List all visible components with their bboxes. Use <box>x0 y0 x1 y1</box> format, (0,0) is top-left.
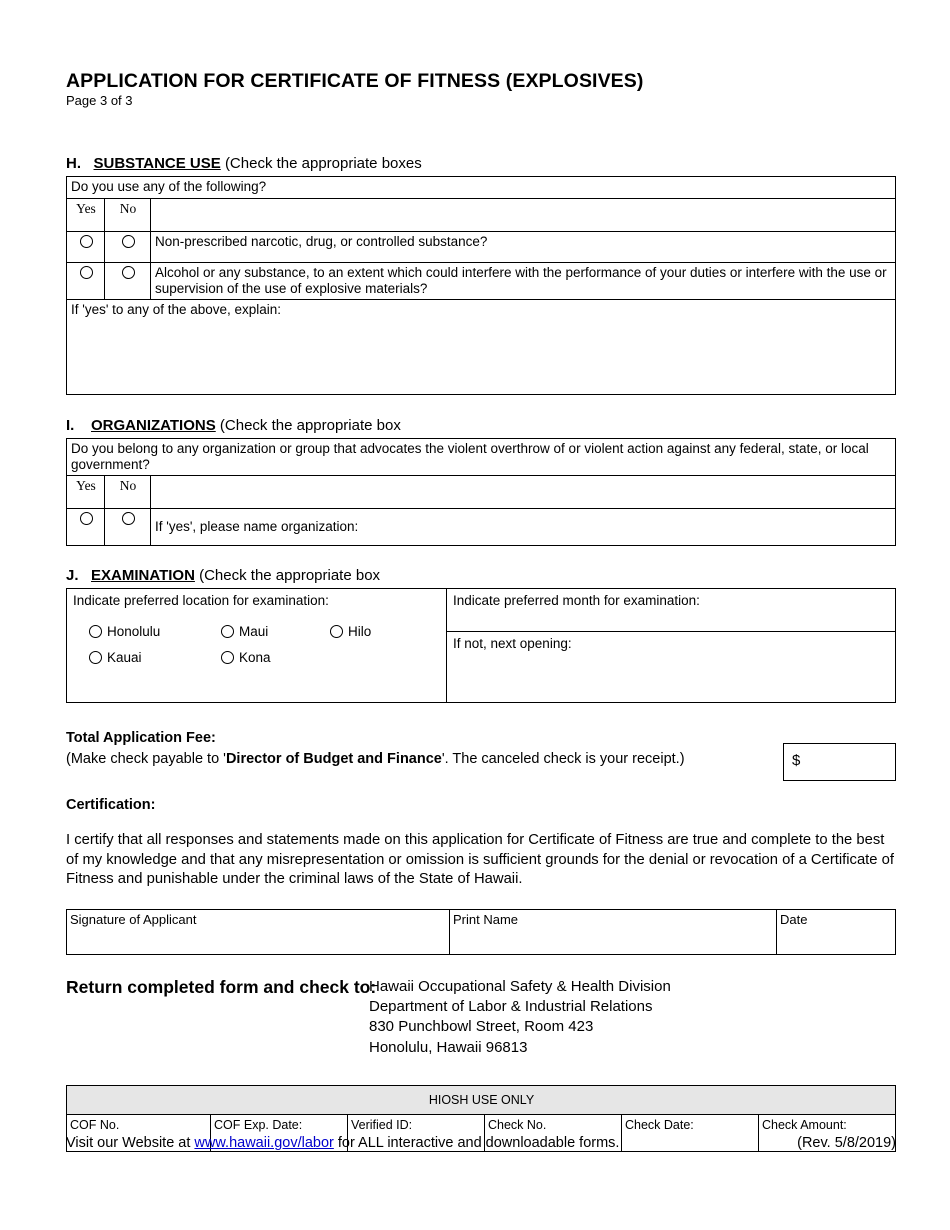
certification-title: Certification: <box>66 796 156 813</box>
section-j-name: EXAMINATION <box>91 566 195 584</box>
section-i-letter: I. <box>66 416 75 434</box>
hiosh-cof-no-field[interactable]: COF No. <box>67 1114 211 1151</box>
radio-button[interactable] <box>89 625 102 638</box>
location-empty-cell <box>324 646 438 666</box>
no-column-header: No <box>105 199 151 232</box>
radio-button[interactable] <box>122 512 135 525</box>
table-row <box>67 588 896 631</box>
substance-q2-no-cell[interactable] <box>105 263 151 300</box>
section-h-heading <box>66 155 896 173</box>
footer-text <box>66 1135 619 1151</box>
location-label-kauai: Kauai <box>107 649 142 665</box>
yes-column-header: Yes <box>67 199 105 232</box>
radio-button[interactable] <box>80 266 93 279</box>
table-row <box>67 438 896 475</box>
table-row <box>67 475 896 508</box>
return-address <box>369 977 671 1058</box>
certification-body: I certify that all responses and statements made on this application for Certificate of Fitness are true and complete to the best of my knowledge and that any misrepresentation or omission is sufficient grounds for the denial or revocation of a Certificate of Fitness and punishable under the criminal laws of the State of Hawaii. <box>66 831 894 888</box>
location-label-honolulu: Honolulu <box>107 623 161 639</box>
examination-location-options <box>73 618 440 668</box>
substance-use-question-header: Do you use any of the following? <box>67 177 896 199</box>
no-column-header: No <box>105 475 151 508</box>
radio-button[interactable] <box>80 512 93 525</box>
address-line-4: Honolulu, Hawaii 96813 <box>369 1038 528 1056</box>
signature-table <box>66 909 896 955</box>
organizations-yes-cell[interactable] <box>67 508 105 545</box>
section-h-paren: (Check the appropriate boxes <box>224 155 422 173</box>
organizations-question: Do you belong to any organization or group that advocates the violent overthrow of or violent action against any federal, state, or local government? <box>67 438 896 475</box>
table-row <box>67 508 896 545</box>
examination-location-label: Indicate preferred location for examination: <box>73 592 329 608</box>
table-row <box>67 177 896 199</box>
radio-button[interactable] <box>122 235 135 248</box>
substance-use-table <box>66 176 896 395</box>
fee-note-prefix: (Make check payable to ' <box>66 750 226 767</box>
section-j-paren: (Check the appropriate box <box>199 566 381 584</box>
examination-next-opening-field[interactable]: If not, next opening: <box>447 631 896 702</box>
signature-field[interactable]: Signature of Applicant <box>67 909 450 954</box>
hiosh-verified-id-field[interactable]: Verified ID: <box>348 1114 485 1151</box>
section-j-heading <box>66 567 896 585</box>
address-line-2: Department of Labor & Industrial Relations <box>369 998 653 1016</box>
radio-button[interactable] <box>89 651 102 664</box>
section-h-letter: H. <box>66 155 81 173</box>
empty-header-cell <box>151 475 896 508</box>
section-i-paren: (Check the appropriate box <box>219 416 401 434</box>
section-j <box>66 567 896 703</box>
substance-q1-yes-cell[interactable] <box>67 232 105 263</box>
section-i-heading <box>66 417 896 435</box>
location-label-maui: Maui <box>239 623 269 639</box>
date-field[interactable]: Date <box>777 909 896 954</box>
radio-button[interactable] <box>122 266 135 279</box>
table-row <box>67 299 896 394</box>
website-link[interactable]: www.hawaii.gov/labor <box>194 1135 334 1151</box>
fee-title: Total Application Fee: <box>66 729 216 746</box>
hiosh-cof-exp-date-field[interactable]: COF Exp. Date: <box>211 1114 348 1151</box>
return-label: Return completed form and check to: <box>66 976 377 997</box>
address-line-3: 830 Punchbowl Street, Room 423 <box>369 1018 594 1036</box>
footer-text-before: Visit our Website at <box>66 1135 195 1151</box>
location-option-maui[interactable] <box>215 620 322 644</box>
section-i <box>66 417 896 546</box>
table-row <box>67 199 896 232</box>
location-option-hilo[interactable] <box>324 620 438 644</box>
organization-name-field[interactable]: If 'yes', please name organization: <box>151 508 896 545</box>
organizations-table <box>66 438 896 546</box>
radio-button[interactable] <box>221 625 234 638</box>
hiosh-check-no-field[interactable]: Check No. <box>485 1114 622 1151</box>
table-row <box>67 232 896 263</box>
organizations-no-cell[interactable] <box>105 508 151 545</box>
page-footer <box>66 1135 896 1151</box>
fee-note <box>66 750 896 769</box>
radio-button[interactable] <box>221 651 234 664</box>
form-content <box>66 70 896 1152</box>
page-number-label: Page 3 of 3 <box>66 93 133 109</box>
fee-note-suffix: '. The canceled check is your receipt.) <box>441 750 685 767</box>
table-row <box>67 1085 896 1114</box>
hiosh-check-date-field[interactable]: Check Date: <box>622 1114 759 1151</box>
section-h-name: SUBSTANCE USE <box>93 155 221 173</box>
substance-explain-field[interactable]: If 'yes' to any of the above, explain: <box>67 299 896 394</box>
table-row <box>75 646 438 666</box>
location-label-kona: Kona <box>239 649 271 665</box>
address-line-1: Hawaii Occupational Safety & Health Division <box>369 977 671 995</box>
table-row <box>67 263 896 300</box>
examination-table <box>66 588 896 703</box>
radio-button[interactable] <box>330 625 343 638</box>
footer-text-after: for ALL interactive and downloadable forms. <box>333 1135 620 1151</box>
table-row <box>67 909 896 954</box>
page-title: APPLICATION FOR CERTIFICATE OF FITNESS (EXPLOSIVES) <box>66 70 644 92</box>
fee-payee-name: Director of Budget and Finance <box>225 750 442 767</box>
section-i-name: ORGANIZATIONS <box>91 416 216 434</box>
radio-button[interactable] <box>80 235 93 248</box>
table-row <box>75 620 438 644</box>
return-section <box>66 977 896 1063</box>
hiosh-check-amount-field[interactable]: Check Amount: <box>759 1114 896 1151</box>
location-option-kauai[interactable] <box>75 646 213 666</box>
revision-label: (Rev. 5/8/2019) <box>797 1135 896 1151</box>
location-option-kona[interactable] <box>215 646 322 666</box>
substance-q2-yes-cell[interactable] <box>67 263 105 300</box>
fee-section <box>66 729 896 781</box>
location-label-hilo: Hilo <box>348 623 372 639</box>
substance-q2-label: Alcohol or any substance, to an extent which could interfere with the performance of your duties or interfere with the use or supervision of the use of explosive materials? <box>151 263 896 300</box>
section-j-letter: J. <box>66 566 79 584</box>
hiosh-header: HIOSH USE ONLY <box>67 1085 896 1114</box>
fee-amount-input[interactable]: $ <box>783 743 896 781</box>
substance-q1-label: Non-prescribed narcotic, drug, or controlled substance? <box>151 232 896 263</box>
print-name-field[interactable]: Print Name <box>450 909 777 954</box>
yes-column-header: Yes <box>67 475 105 508</box>
section-h <box>66 155 896 395</box>
examination-month-field[interactable]: Indicate preferred month for examination: <box>447 588 896 631</box>
examination-location-cell <box>67 588 447 702</box>
empty-header-cell <box>151 199 896 232</box>
substance-q1-no-cell[interactable] <box>105 232 151 263</box>
location-option-honolulu[interactable] <box>75 620 213 644</box>
